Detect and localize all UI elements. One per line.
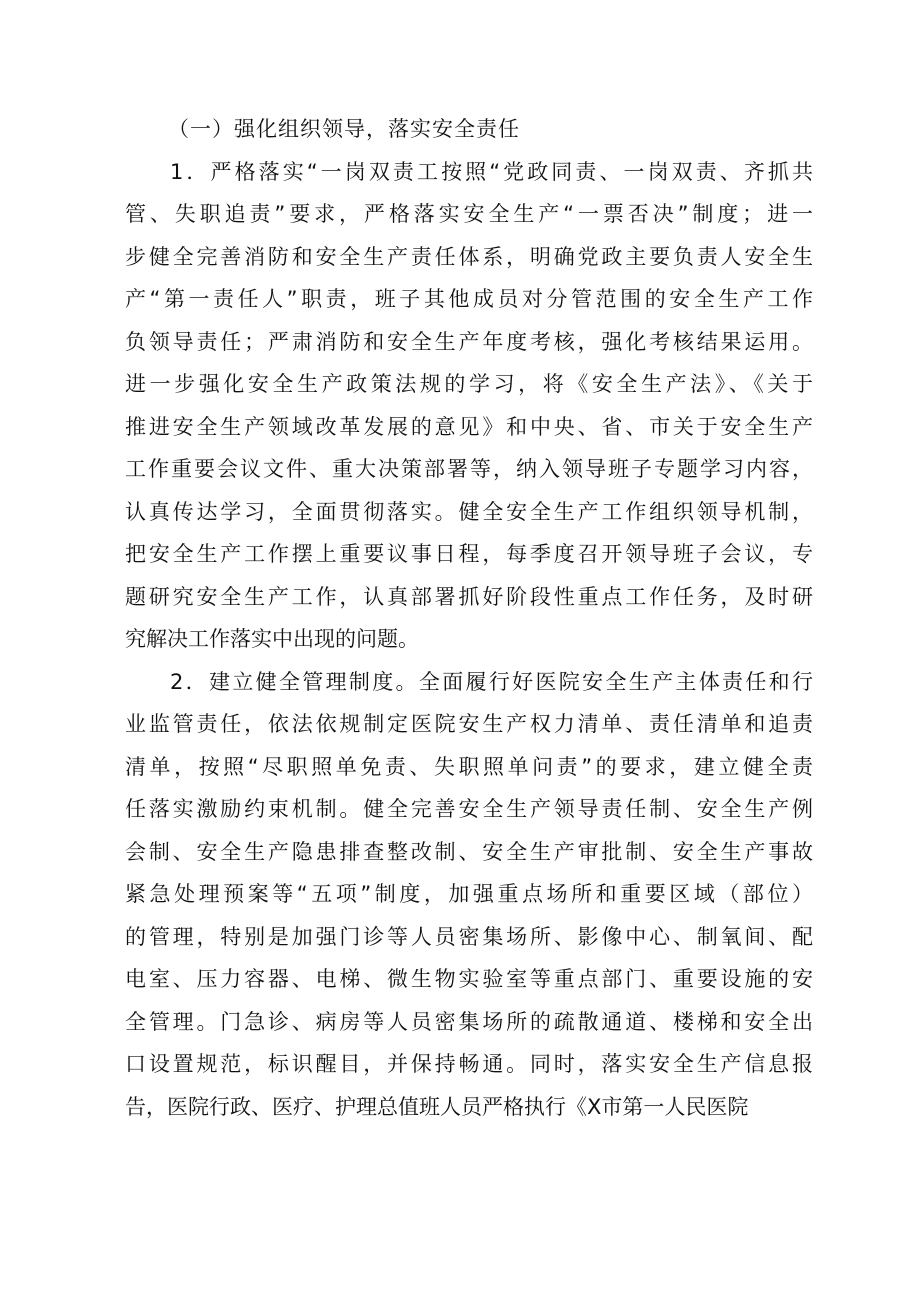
paragraph-line: 2．建立健全管理制度。全面履行好医院安全生产主体责任和行: [170, 669, 813, 694]
document-body: [125, 108, 813, 1128]
paragraph-2: [125, 661, 813, 1129]
paragraph-line: 任落实激励约束机制。健全完善安全生产领导责任制、安全生产例: [125, 797, 813, 821]
paragraph-line: 告，医院行政、医疗、护理总值班人员严格执行《X市第一人民医院: [125, 1094, 749, 1119]
paragraph-line: 题研究安全生产工作，认真部署抓好阶段性重点工作任务，及时研: [125, 584, 813, 609]
paragraph-line: 步健全完善消防和安全生产责任体系，明确党政主要负责人安全生: [125, 244, 813, 269]
paragraph-line: 电室、压力容器、电梯、微生物实验室等重点部门、重要设施的安: [125, 967, 813, 991]
paragraph-line: 推进安全生产领域改革发展的意见》和中央、省、市关于安全生产: [125, 414, 813, 439]
paragraph-line: 全管理。门急诊、病房等人员密集场所的疏散通道、楼梯和安全出: [125, 1009, 813, 1034]
paragraph-line: 进一步强化安全生产政策法规的学习，将《安全生产法》、《关于: [125, 372, 813, 396]
paragraph-line: 业监管责任，依法依规制定医院安生产权力清单、责任清单和追责: [125, 712, 813, 736]
paragraph-line: 管、失职追责”要求，严格落实安全生产“一票否决”制度；进一: [125, 202, 813, 226]
paragraph-line: 紧急处理预案等“五项”制度，加强重点场所和重要区域（部位）: [125, 882, 813, 906]
paragraph-line: 把安全生产工作摆上重要议事日程，每季度召开领导班子会议，专: [125, 542, 813, 566]
paragraph-line: 工作重要会议文件、重大决策部署等，纳入领导班子专题学习内容，: [125, 457, 813, 481]
paragraph-line: 清单，按照“尽职照单免责、失职照单问责”的要求，建立健全责: [125, 754, 813, 779]
paragraph-line: 会制、安全生产隐患排查整改制、安全生产审批制、安全生产事故: [125, 839, 813, 864]
paragraph-line: 认真传达学习，全面贯彻落实。健全安全生产工作组织领导机制，: [125, 499, 813, 524]
paragraph-1: [125, 151, 813, 661]
paragraph-line: 究解决工作落实中出现的问题。: [125, 627, 419, 651]
paragraph-line: 口设置规范，标识醒目，并保持畅通。同时，落实安全生产信息报: [125, 1052, 813, 1076]
paragraph-line: 负领导责任；严肃消防和安全生产年度考核，强化考核结果运用。: [125, 329, 813, 354]
section-heading: （一）强化组织领导，落实安全责任: [168, 117, 520, 141]
paragraph-line: 1．严格落实“一岗双责工按照“党政同责、一岗双责、齐抓共: [170, 159, 813, 184]
paragraph-line: 产“第一责任人”职责，班子其他成员对分管范围的安全生产工作: [125, 287, 813, 311]
paragraph-line: 的管理，特别是加强门诊等人员密集场所、影像中心、制氧间、配: [125, 924, 813, 949]
